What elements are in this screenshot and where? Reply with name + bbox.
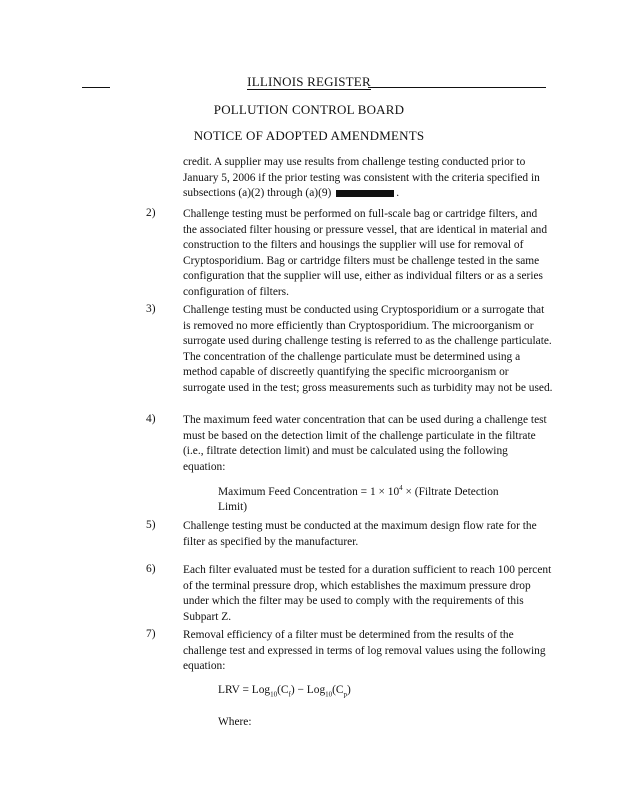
item-number: 7) <box>146 628 156 640</box>
item-text: Each filter evaluated must be tested for a duration sufficient to reach 100 percent of the terminal pressure drop, which establishes the maximum pressure drop under which the filter may be used to comply with the requirements of this Subpart Z. <box>183 564 552 623</box>
item-number: 4) <box>146 413 156 425</box>
item-number: 6) <box>146 563 156 575</box>
item-text: Removal efficiency of a filter must be determined from the results of the challenge test and expressed in terms of log removal values using the following equation: <box>183 629 546 672</box>
board-title: POLLUTION CONTROL BOARD <box>213 102 405 117</box>
notice-title: NOTICE OF ADOPTED AMENDMENTS <box>193 128 425 143</box>
item-text: Challenge testing must be conducted using Cryptosporidium or a surrogate that is removed no more efficiently than Cryptosporidium. The microorganism or surrogate used during challenge testing is referred to as the challenge particulate. The concentration of the challenge particulate must be determined using a method capable of discreetly quantifying the specific microorganism or surrogate used in the test; gross measurements such as turbidity may not be used. <box>183 304 553 394</box>
where-label: Where: <box>218 716 252 728</box>
item-text: Challenge testing must be performed on full-scale bag or cartridge filters, and the associated filter housing or pressure vessel, that are identical in material and construction to the filters and housings the supplier will use for removal of Cryptosporidium. Bag or cartridge filters must be challenge tested in the same configuration that the supplier will use, either as individual filters or as a series configuration of filters. <box>183 208 548 298</box>
item-number: 2) <box>146 207 156 219</box>
item-text: Challenge testing must be conducted at the maximum design flow rate for the filter as specified by the manufacturer. <box>183 520 537 548</box>
max-feed-equation: Maximum Feed Concentration = $1 \times 10^4$ × (Filtrate Detection Limit) <box>218 484 499 514</box>
item-number: 3) <box>146 303 156 315</box>
intro-text: credit. A supplier may use results from challenge testing conducted prior to January 5, 2006 if the prior testing was consistent with the criteria specified in subsections (a)(2) through (a)(9) <box>183 156 540 199</box>
redaction-mark <box>336 190 394 197</box>
register-title: ILLINOIS REGISTER <box>247 74 371 89</box>
intro-text-end: . <box>396 187 400 199</box>
lrv-equation: LRV = $Log_{10}(C_f) - Log_{10}(C_p)$ <box>218 684 351 699</box>
item-number: 5) <box>146 519 156 531</box>
intro-paragraph <box>183 155 553 202</box>
item-text: The maximum feed water concentration that can be used during a challenge test must be based on the detection limit of the challenge particulate in the filtrate (i.e., filtrate detection limit) and must be calculated using the following equation: <box>183 414 547 473</box>
